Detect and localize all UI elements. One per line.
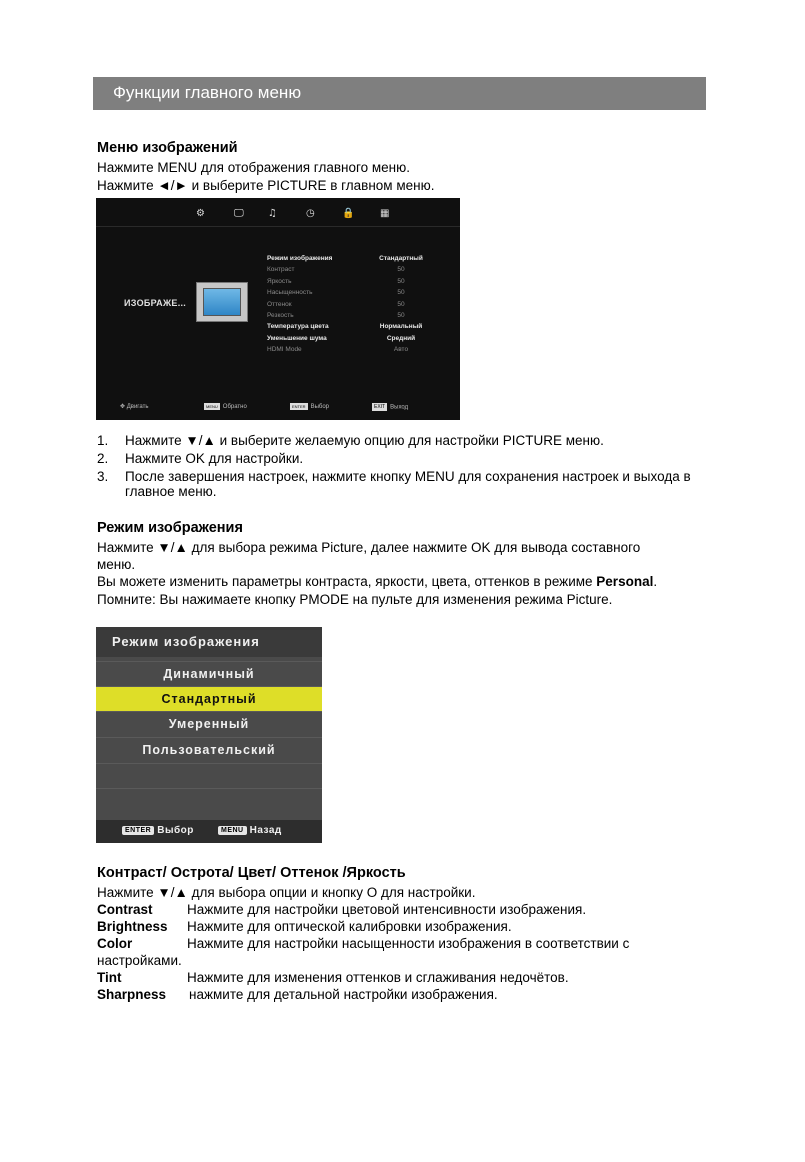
menu-option-row[interactable] (267, 289, 437, 300)
definition-text: Нажмите для настройки цветовой интенсивности изображения. (187, 902, 587, 917)
empty-row (96, 763, 322, 788)
exit-label: Выход (390, 404, 409, 411)
mode-option[interactable]: Стандартный (96, 686, 322, 711)
menu-option-label: Температура цвета (267, 323, 329, 331)
menu-option-value: 50 (397, 289, 405, 297)
clock-icon[interactable]: ◷ (306, 208, 315, 219)
grid-icon[interactable]: ▦ (380, 208, 390, 219)
menu-footer (96, 403, 460, 415)
step-number: 3. (97, 469, 109, 484)
menu-option-label: Яркость (267, 277, 292, 285)
mode-menu-title-bar (96, 627, 322, 657)
select-hint (290, 403, 329, 410)
menu-option-row[interactable] (267, 335, 437, 346)
text-span: . (653, 574, 658, 589)
menu-option-value: Средний (386, 334, 416, 342)
definition-text: настройками. (97, 953, 182, 968)
definition-text: нажмите для детальной настройки изображения. (189, 987, 498, 1002)
text-line (97, 574, 657, 589)
music-icon[interactable]: ♫ (268, 208, 277, 219)
exit-hint (372, 403, 408, 411)
definition-term: Tint (97, 970, 122, 985)
text-line: меню. (97, 557, 136, 572)
definition-text: Нажмите для изменения оттенков и сглаживания недочётов. (187, 970, 569, 985)
enter-key-icon: ENTER (122, 826, 154, 835)
mode-option[interactable]: Умеренный (96, 711, 322, 736)
menu-option-label: Оттенок (267, 300, 292, 308)
heading-adjustments: Контраст/ Острота/ Цвет/ Оттенок /Яркость (97, 865, 406, 881)
menu-options-list (267, 255, 437, 358)
menu-option-row[interactable] (267, 301, 437, 312)
step-text: Нажмите ▼/▲ и выберите желаемую опцию для настройки PICTURE меню. (125, 433, 604, 448)
step-number: 2. (97, 451, 109, 466)
heading-picture-menu: Меню изображений (97, 140, 238, 156)
section-header-title: Функции главного меню (113, 83, 302, 102)
select-label: Выбор (310, 404, 329, 411)
text-line: Помните: Вы нажимаете кнопку PMODE на пульте для изменения режима Picture. (97, 592, 613, 607)
exit-key-icon: EXIT (374, 404, 386, 410)
menu-option-label: Насыщенность (267, 289, 313, 297)
text-span: Вы можете изменить параметры контраста, яркости, цвета, оттенков в режиме (97, 574, 597, 589)
arrows-icon: ✥ (120, 404, 126, 410)
mode-menu-title: Режим изображения (112, 634, 260, 649)
definition-term: Sharpness (97, 987, 167, 1002)
menu-option-label: HDMI Mode (267, 346, 302, 354)
enter-key-icon: ENTER (292, 404, 306, 409)
menu-option-row[interactable] (267, 278, 437, 289)
mode-menu-footer (96, 820, 322, 843)
heading-picture-mode: Режим изображения (97, 520, 243, 536)
menu-option-value: Нормальный (379, 323, 423, 331)
tv-main-menu-screenshot (96, 198, 460, 420)
menu-key-icon: MENU (206, 404, 218, 409)
personal-mode-label: Personal (596, 574, 654, 589)
menu-option-row[interactable] (267, 346, 437, 357)
mode-option[interactable]: Пользовательский (96, 737, 322, 762)
definition-term: Color (97, 936, 133, 951)
menu-option-value: 50 (397, 311, 405, 319)
menu-option-label: Резкость (267, 311, 294, 319)
menu-option-row[interactable] (267, 323, 437, 334)
monitor-icon[interactable]: 🖵 (234, 208, 244, 219)
back-label: Обратно (222, 404, 247, 411)
menu-option-row[interactable] (267, 312, 437, 323)
empty-row (96, 788, 322, 813)
menu-option-row[interactable] (267, 255, 437, 266)
gear-icon[interactable]: ⚙ (196, 208, 205, 219)
definition-term: Contrast (97, 902, 153, 917)
text-line: Нажмите MENU для отображения главного меню. (97, 160, 410, 175)
tv-picture-icon (196, 282, 248, 322)
text-line: Нажмите ▼/▲ для выбора режима Picture, далее нажмите OK для вывода составного (97, 540, 641, 555)
back-hint (218, 825, 282, 836)
divider (96, 226, 460, 227)
step-text: Нажмите OK для настройки. (125, 451, 304, 466)
definition-text: Нажмите для настройки насыщенности изображения в соответствии с (187, 936, 630, 951)
menu-option-label: Контраст (267, 266, 295, 274)
menu-section-name: ИЗОБРАЖЕ... (124, 298, 187, 308)
menu-option-value: Авто (393, 346, 409, 354)
section-header-bar (93, 77, 706, 110)
menu-key-icon: MENU (218, 826, 247, 835)
mode-option[interactable]: Динамичный (96, 661, 322, 686)
definition-term: Brightness (97, 919, 168, 934)
move-hint (120, 403, 148, 410)
menu-option-value: Стандартный (379, 255, 423, 262)
menu-option-row[interactable] (267, 266, 437, 277)
select-label: Выбор (157, 825, 194, 836)
back-hint (204, 403, 247, 410)
step-number: 1. (97, 433, 109, 448)
select-hint (122, 825, 194, 836)
menu-option-label: Уменьшение шума (267, 334, 327, 342)
step-text: После завершения настроек, нажмите кнопку MENU для сохранения настроек и выхода в главное меню. (125, 469, 691, 499)
text-line: Нажмите ▼/▲ для выбора опции и кнопку О для настройки. (97, 885, 476, 900)
lock-icon[interactable]: 🔒 (342, 208, 355, 219)
menu-option-value: 50 (397, 266, 405, 274)
back-label: Назад (249, 825, 282, 836)
menu-option-value: 50 (397, 277, 405, 285)
menu-option-label: Режим изображения (267, 255, 333, 262)
menu-option-value: 50 (397, 300, 405, 308)
picture-mode-menu-screenshot (96, 627, 322, 843)
text-line: Нажмите ◄/► и выберите PICTURE в главном меню. (97, 178, 435, 193)
menu-icon-bar (96, 208, 460, 222)
move-label: Двигать (126, 404, 149, 410)
definition-text: Нажмите для оптической калибровки изображения. (187, 919, 512, 934)
